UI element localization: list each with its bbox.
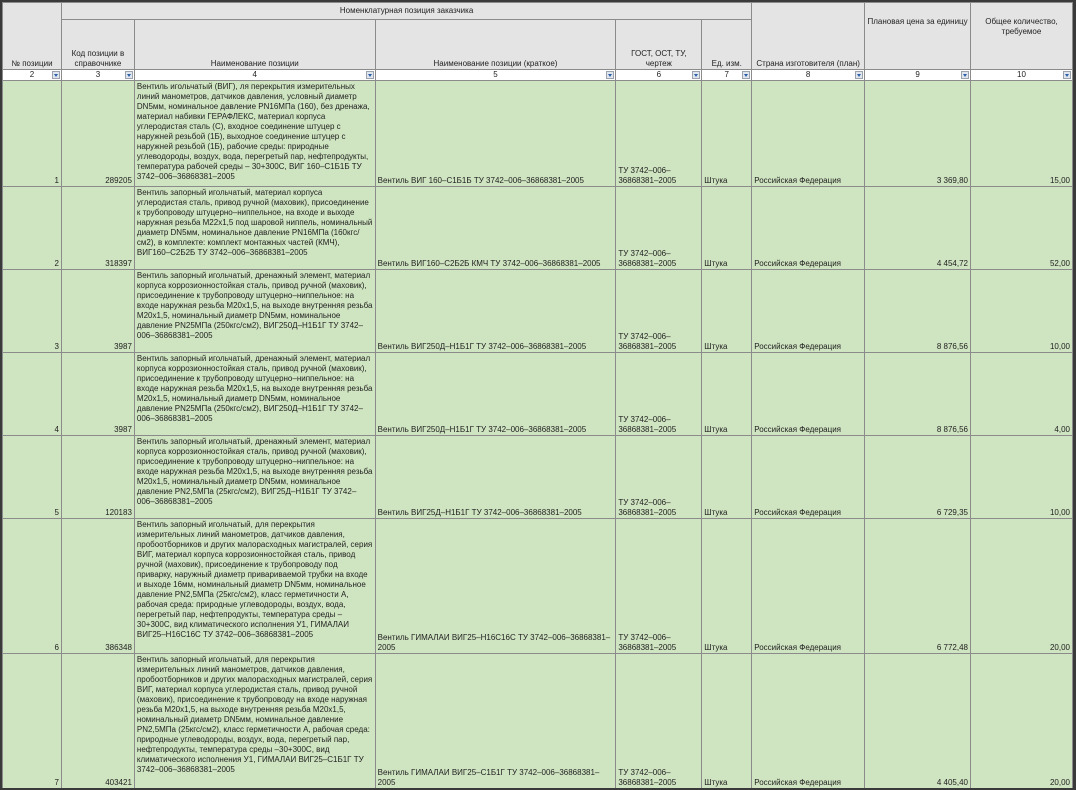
column-header-code[interactable]: Код позиции в справочнике	[61, 20, 134, 70]
cell-short-name[interactable]: Вентиль ВИГ160–С2Б2Б КМЧ ТУ 3742–006–36868381–2005	[375, 187, 616, 270]
cell-short-name[interactable]: Вентиль ГИМАЛАИ ВИГ25–Н16С16С ТУ 3742–006–36868381–2005	[375, 519, 616, 654]
table-row	[3, 81, 1073, 187]
cell-country[interactable]: Российская Федерация	[752, 270, 865, 353]
cell-name[interactable]: Вентиль запорный игольчатый, дренажный элемент, материал корпуса коррозионностойкая сталь, привод ручной (маховик), присоединение к трубопроводу штуцерно–ниппельное: на входе наружная резьба М20х1,5, на выходе внутренняя резьба М20х1,5, номинальный диаметр DN5мм, номинальное давление PN25МПа (250кгс/см2), ВИГ250Д–Н1Б1Г ТУ 3742–006–36868381–2005	[134, 353, 375, 436]
cell-country[interactable]: Российская Федерация	[752, 353, 865, 436]
group-header: Номенклатурная позиция заказчика	[61, 3, 751, 20]
cell-pos[interactable]: 4	[3, 353, 62, 436]
cell-name[interactable]: Вентиль запорный игольчатый, для перекрытия измерительных линий манометров, датчиков давления, пробоотборников и других малорасходных магистралей, серия ВИГ, материал корпуса углеродистая сталь, привод ручной (маховик), присоединение к трубопроводу на входе наружная резьба М20х1,5, на выходе внутренняя резьба М20х1,5, номинальный диаметр DN5мм, номинальное давление PN2,5МПа (25кгс/см2), класс герметичности А, рабочая среда: природные углеводороды, воздух, вода, перегретый пар, нефтепродукты, температура среды –30+300С, вид климатического исполнения У1, ГИМАЛАИ ВИГ25–С1Б1Г ТУ 3742–006–36868381–2005	[134, 654, 375, 789]
cell-code[interactable]: 403421	[61, 654, 134, 789]
filter-dropdown-icon[interactable]	[855, 71, 863, 79]
table-row	[3, 270, 1073, 353]
cell-code[interactable]: 289205	[61, 81, 134, 187]
cell-gost[interactable]: ТУ 3742–006–36868381–2005	[616, 654, 702, 789]
table-row	[3, 353, 1073, 436]
cell-country[interactable]: Российская Федерация	[752, 81, 865, 187]
cell-unit[interactable]: Штука	[702, 519, 752, 654]
filter-dropdown-icon[interactable]	[742, 71, 750, 79]
cell-price[interactable]: 8 876,56	[865, 353, 971, 436]
cell-price[interactable]: 6 729,35	[865, 436, 971, 519]
cell-price[interactable]: 3 369,80	[865, 81, 971, 187]
cell-unit[interactable]: Штука	[702, 353, 752, 436]
cell-qty[interactable]: 10,00	[971, 436, 1073, 519]
column-number: 6	[616, 70, 702, 81]
cell-name[interactable]: Вентиль запорный игольчатый, для перекрытия измерительных линий манометров, датчиков давления, пробоотборников и других малорасходных магистралей, серия ВИГ, материал корпуса коррозионностойкая сталь, привод ручной (маховик), присоединение к трубопроводу под приварку, наружный диаметр привариваемой трубки на входе и выходе 16мм, номинальный диаметр DN5мм, номинальное давление PN2,5МПа (25кгс/см2), класс герметичности А, рабочая среда: природные углеводороды, воздух, вода, перегретый пар, нефтепродукты, температура среды –30+300С, вид климатического исполнения У1, ГИМАЛАИ ВИГ25–Н16С16С ТУ 3742–006–36868381–2005	[134, 519, 375, 654]
cell-unit[interactable]: Штука	[702, 436, 752, 519]
cell-unit[interactable]: Штука	[702, 81, 752, 187]
column-header-short-name[interactable]: Наименование позиции (краткое)	[375, 20, 616, 70]
cell-pos[interactable]: 1	[3, 81, 62, 187]
column-header-country[interactable]: Страна изготовителя (план)	[752, 3, 865, 70]
data-table	[2, 2, 1073, 788]
column-header-unit[interactable]: Ед. изм.	[702, 20, 752, 70]
cell-unit[interactable]: Штука	[702, 654, 752, 789]
cell-price[interactable]: 4 454,72	[865, 187, 971, 270]
filter-dropdown-icon[interactable]	[1063, 71, 1071, 79]
filter-dropdown-icon[interactable]	[366, 71, 374, 79]
cell-code[interactable]: 386348	[61, 519, 134, 654]
cell-gost[interactable]: ТУ 3742–006–36868381–2005	[616, 519, 702, 654]
column-number: 10	[971, 70, 1073, 81]
cell-name[interactable]: Вентиль запорный игольчатый, дренажный элемент, материал корпуса коррозионностойкая сталь, привод ручной (маховик), присоединение к трубопроводу штуцерно–ниппельное: на входе наружная резьба М20х1,5, на выходе внутренняя резьба М20х1,5, номинальный диаметр DN5мм, номинальное давление PN25МПа (250кгс/см2), ВИГ250Д–Н1Б1Г ТУ 3742–006–36868381–2005	[134, 270, 375, 353]
cell-name[interactable]: Вентиль игольчатый (ВИГ), ля перекрытия измерительных линий манометров, датчиков давления, условный диаметр DN5мм, номинальное давление PN16МПа (160), без дренажа, материал набивки ГЕРАФЛЕКС, материал корпуса углеродистая сталь (С), входное соединение штуцер с наружней резьбой (1Б), выходное соединение штуцер с наружней резьбой (1Б), рабочие среды: природные углеводороды, воздух, вода, перегретый пар, нефтепродукты, температура рабочей среды – 30+300С, ВИГ 160–С1Б1Б ТУ 3742–006–36868381–2005	[134, 81, 375, 187]
column-number: 2	[3, 70, 62, 81]
column-header-price[interactable]: Плановая цена за единицу	[865, 3, 971, 70]
cell-code[interactable]: 318397	[61, 187, 134, 270]
cell-name[interactable]: Вентиль запорный игольчатый, материал корпуса углеродистая сталь, привод ручной (маховик), присоединение к трубопроводу штуцерно–ниппельное, на входе и выходе наружная резьба М22х1,5 под шаровой ниппель, номинальный диаметр DN5мм, номинальное давление PN16МПа (160кгс/см2), в комплекте: комплект монтажных частей (КМЧ), ВИГ160–С2Б2Б ТУ 3742–006–36868381–2005	[134, 187, 375, 270]
column-number: 4	[134, 70, 375, 81]
cell-price[interactable]: 6 772,48	[865, 519, 971, 654]
cell-short-name[interactable]: Вентиль ВИГ250Д–Н1Б1Г ТУ 3742–006–36868381–2005	[375, 270, 616, 353]
column-number: 9	[865, 70, 971, 81]
column-number: 5	[375, 70, 616, 81]
cell-gost[interactable]: ТУ 3742–006–36868381–2005	[616, 81, 702, 187]
cell-name[interactable]: Вентиль запорный игольчатый, дренажный элемент, материал корпуса коррозионностойкая сталь, привод ручной (маховик), присоединение к трубопроводу штуцерно–ниппельное: на входе наружная резьба М20х1,5, на выходе внутренняя резьба М20х1,5, номинальный диаметр DN5мм, номинальное давление PN2,5МПа (25кгс/см2), ВИГ25Д–Н1Б1Г ТУ 3742–006–36868381–2005	[134, 436, 375, 519]
column-header-name[interactable]: Наименование позиции	[134, 20, 375, 70]
table-row	[3, 436, 1073, 519]
cell-qty[interactable]: 10,00	[971, 270, 1073, 353]
column-header-gost[interactable]: ГОСТ, ОСТ, ТУ, чертеж	[616, 20, 702, 70]
filter-dropdown-icon[interactable]	[606, 71, 614, 79]
cell-qty[interactable]: 52,00	[971, 187, 1073, 270]
cell-qty[interactable]: 15,00	[971, 81, 1073, 187]
cell-unit[interactable]: Штука	[702, 270, 752, 353]
cell-pos[interactable]: 7	[3, 654, 62, 789]
cell-gost[interactable]: ТУ 3742–006–36868381–2005	[616, 353, 702, 436]
cell-country[interactable]: Российская Федерация	[752, 654, 865, 789]
cell-short-name[interactable]: Вентиль ВИГ250Д–Н1Б1Г ТУ 3742–006–36868381–2005	[375, 353, 616, 436]
column-number: 7	[702, 70, 752, 81]
column-number: 8	[752, 70, 865, 81]
cell-country[interactable]: Российская Федерация	[752, 187, 865, 270]
filter-dropdown-icon[interactable]	[125, 71, 133, 79]
cell-short-name[interactable]: Вентиль ВИГ25Д–Н1Б1Г ТУ 3742–006–36868381–2005	[375, 436, 616, 519]
column-header-qty[interactable]: Общее количество, требуемое	[971, 3, 1073, 70]
cell-code[interactable]: 3987	[61, 270, 134, 353]
filter-dropdown-icon[interactable]	[961, 71, 969, 79]
cell-pos[interactable]: 6	[3, 519, 62, 654]
cell-code[interactable]: 3987	[61, 353, 134, 436]
column-header-pos[interactable]: № позиции	[3, 3, 62, 70]
cell-pos[interactable]: 3	[3, 270, 62, 353]
spreadsheet	[2, 2, 1073, 788]
cell-gost[interactable]: ТУ 3742–006–36868381–2005	[616, 270, 702, 353]
cell-short-name[interactable]: Вентиль ГИМАЛАИ ВИГ25–С1Б1Г ТУ 3742–006–36868381–2005	[375, 654, 616, 789]
cell-price[interactable]: 4 405,40	[865, 654, 971, 789]
filter-dropdown-icon[interactable]	[52, 71, 60, 79]
column-number: 3	[61, 70, 134, 81]
table-row	[3, 519, 1073, 654]
cell-qty[interactable]: 20,00	[971, 654, 1073, 789]
cell-gost[interactable]: ТУ 3742–006–36868381–2005	[616, 187, 702, 270]
cell-gost[interactable]: ТУ 3742–006–36868381–2005	[616, 436, 702, 519]
cell-qty[interactable]: 20,00	[971, 519, 1073, 654]
cell-country[interactable]: Российская Федерация	[752, 436, 865, 519]
cell-price[interactable]: 8 876,56	[865, 270, 971, 353]
table-row	[3, 654, 1073, 789]
cell-code[interactable]: 120183	[61, 436, 134, 519]
cell-qty[interactable]: 4,00	[971, 353, 1073, 436]
table-row	[3, 187, 1073, 270]
cell-pos[interactable]: 2	[3, 187, 62, 270]
cell-short-name[interactable]: Вентиль ВИГ 160–С1Б1Б ТУ 3742–006–36868381–2005	[375, 81, 616, 187]
cell-unit[interactable]: Штука	[702, 187, 752, 270]
cell-pos[interactable]: 5	[3, 436, 62, 519]
filter-dropdown-icon[interactable]	[692, 71, 700, 79]
cell-country[interactable]: Российская Федерация	[752, 519, 865, 654]
